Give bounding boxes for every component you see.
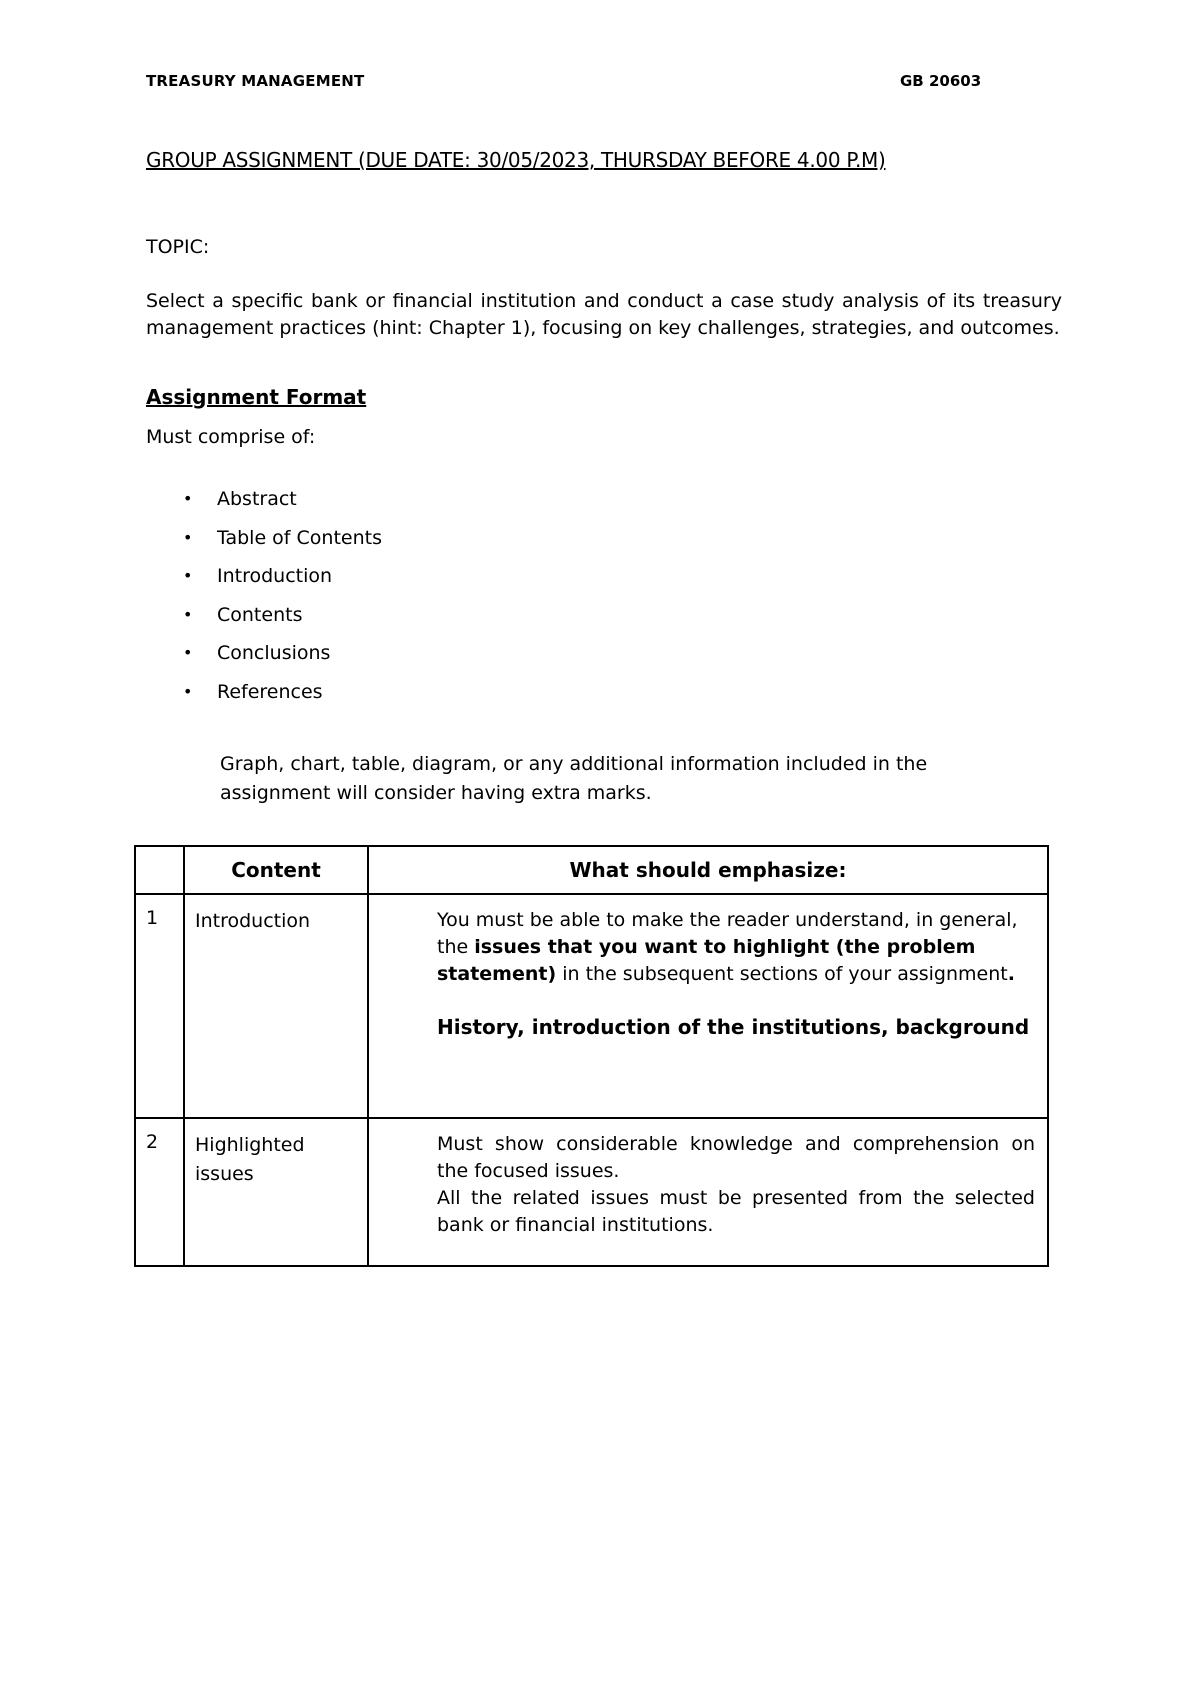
list-item-label: Contents [217,603,303,626]
format-list [183,485,382,716]
bullet-icon: • [183,643,193,662]
list-item-label: References [217,680,323,703]
description-extra: History, introduction of the institutions, background [437,1015,1030,1039]
bullet-icon: • [183,527,193,547]
assignment-title: GROUP ASSIGNMENT (DUE DATE: 30/05/2023, THURSDAY BEFORE 4.00 P.M) [146,148,886,172]
list-item-label: Table of Contents [217,526,382,549]
list-item [183,562,382,601]
list-item [183,678,382,717]
bullet-icon: • [183,604,193,624]
row-content: Introduction [184,894,368,1118]
list-item [183,639,382,678]
course-name: TREASURY MANAGEMENT [146,72,365,90]
header-cell-content: Content [184,846,368,894]
row-number: 1 [135,894,184,1118]
bullet-icon: • [183,566,193,585]
bullet-icon: • [183,681,193,701]
table-row [135,1118,1048,1266]
row-description [368,1118,1048,1266]
list-item [183,601,382,640]
row-number: 2 [135,1118,184,1266]
format-intro: Must comprise of: [146,426,316,448]
topic-body: Select a specific bank or financial institution and conduct a case study analysis of its treasury management practices (hint: Chapter 1), focusing on key challenges, strategies, and outcomes. [146,290,1062,339]
table-row [135,894,1048,1118]
description-line: Must show considerable knowledge and comprehension on the focused issues. [437,1133,1035,1182]
header-cell-number [135,846,184,894]
description-highlight: issues that you want to highlight (the problem statement) [437,936,976,985]
table-header-row [135,846,1048,894]
description-part: You must be able to make the reader understand, in general, the [437,909,1018,958]
row-description [368,894,1048,1118]
description-period: . [1007,963,1015,985]
description-line: All the related issues must be presented from the selected bank or financial institutions. [437,1187,1035,1236]
list-item-label: Introduction [217,565,333,587]
row-content: Highlighted issues [184,1118,368,1266]
list-item-label: Abstract [217,488,297,510]
topic-label: TOPIC: [146,236,210,258]
description-text [437,907,1035,988]
list-item-label: Conclusions [217,642,331,664]
list-item [183,485,382,524]
description-part: in the subsequent sections of your assignment [556,963,1008,985]
bullet-icon: • [183,489,193,508]
list-item [183,524,382,563]
content-table [134,845,1049,1267]
course-code: GB 20603 [900,72,982,90]
header-cell-emphasis: What should emphasize: [368,846,1048,894]
format-heading: Assignment Format [146,385,367,409]
extra-marks-note: Graph, chart, table, diagram, or any additional information included in the assignment will consider having extra marks. [220,753,928,804]
